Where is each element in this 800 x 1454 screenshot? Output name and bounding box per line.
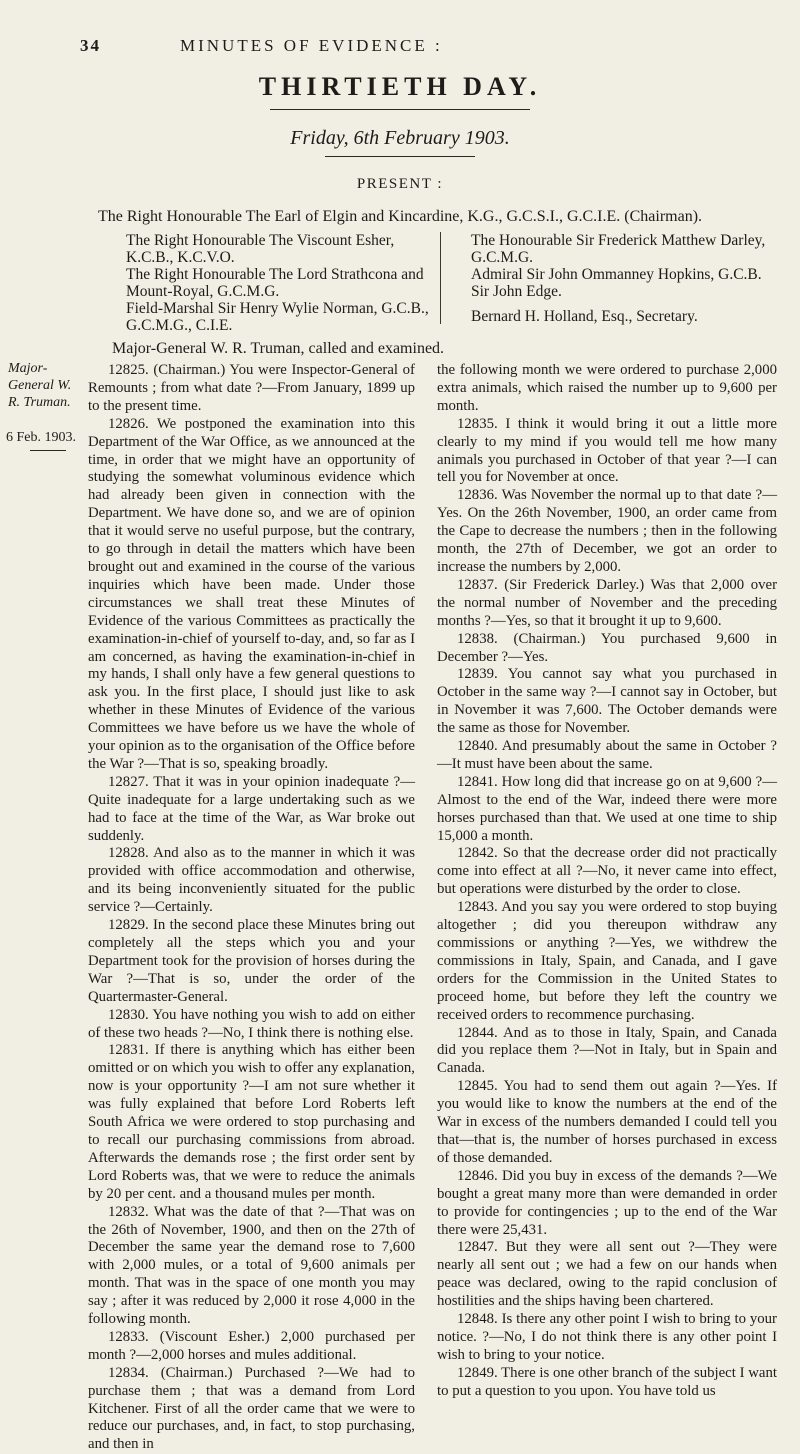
- evidence-paragraph: 12835. I think it would bring it out a little more clearly to my mind if you would tell me how many animals you purchased in October of that year ?—I can tell you for November at once.: [437, 415, 777, 486]
- member-entry: The Right Honourable The Lord Strathcona and Mount-Royal, G.C.M.G.: [126, 266, 424, 300]
- evidence-paragraph: 12840. And presumably about the same in October ?—It must have been about the same.: [437, 738, 777, 772]
- present-members-right: [457, 232, 777, 325]
- evidence-paragraph: 12843. And you say you were ordered to stop buying altogether ; did you thereupon withdraw any commissions or anything ?—Yes, we withdrew the commissions in Italy, Spain, and Canada, and I gave orders for the Commission in the United States to proceed home, but before they left the country we received orders to recommence purchasing.: [437, 899, 777, 1023]
- member-entry: The Honourable Sir Frederick Matthew Darley, G.C.M.G.: [471, 232, 766, 266]
- date-line: Friday, 6th February 1903.: [290, 127, 510, 149]
- margin-witness-note: Major-General W. R. Truman.: [8, 361, 72, 410]
- evidence-paragraph: 12827. That it was in your opinion inadequate ?—Quite inadequate for a large undertaking such as we had to face at the time of the War, as War broke out suddenly.: [88, 773, 415, 844]
- chairman-line: The Right Honourable The Earl of Elgin and Kincardine, K.G., G.C.S.I., G.C.I.E. (Chairman).: [98, 208, 703, 225]
- evidence-paragraph: 12825. (Chairman.) You were Inspector-General of Remounts ; from what date ?—From January, 1899 up to the present time.: [88, 362, 415, 414]
- evidence-column-left: [88, 362, 415, 1454]
- evidence-paragraph: 12844. And as to those in Italy, Spain, and Canada did you replace them ?—Not in Italy, but in Spain and Canada.: [437, 1024, 777, 1077]
- running-title: MINUTES OF EVIDENCE :: [180, 36, 443, 55]
- evidence-paragraph: 12832. What was the date of that ?—That was on the 26th of November, 1900, and then on the 27th of December the same year the demand rose to 7,600 with 2,000 mules, or a total of 9,600 animals per month. That was in the space of one month you may say ; after it was reduced by 2,000 it rose 4,000 in the following month.: [88, 1203, 415, 1328]
- member-entry: Sir John Edge.: [471, 283, 562, 300]
- evidence-paragraph: 12836. Was November the normal up to that date ?—Yes. On the 26th November, 1900, an order came from the Cape to decrease the numbers ; then in the following month, the 27th of December, we got an order to increase the numbers by 2,000.: [437, 487, 777, 575]
- member-entry: Field-Marshal Sir Henry Wylie Norman, G.C.B., G.C.M.G., C.I.E.: [126, 300, 429, 334]
- witness-line: Major-General W. R. Truman, called and examined.: [112, 340, 445, 357]
- evidence-paragraph: 12842. So that the decrease order did not practically come into effect at all ?—No, it never came into effect, but operations were disturbed by the order to close.: [437, 845, 777, 898]
- evidence-paragraph: 12830. You have nothing you wish to add on either of these two heads ?—No, I think there is nothing else.: [88, 1006, 415, 1041]
- evidence-paragraph: 12841. How long did that increase go on at 9,600 ?—Almost to the end of the War, indeed there were more horses purchased than that. We used at one time to ship 15,000 a month.: [437, 773, 777, 844]
- evidence-paragraph: 12848. Is there any other point I wish to bring to your notice. ?—No, I do not think there is any other point I wish to bring to your notice.: [437, 1311, 777, 1363]
- page-number: 34: [80, 36, 101, 55]
- secretary-entry: Bernard H. Holland, Esq., Secretary.: [471, 308, 698, 325]
- evidence-paragraph: 12833. (Viscount Esher.) 2,000 purchased per month ?—2,000 horses and mules additional.: [88, 1328, 415, 1363]
- date-rule: [325, 156, 475, 157]
- present-members-left: [112, 232, 430, 334]
- evidence-paragraph: 12839. You cannot say what you purchased in October in the same way ?—I cannot say in October, but in November it was 7,600. The October demands were the same as those for November.: [437, 666, 777, 737]
- evidence-paragraph: 12846. Did you buy in excess of the demands ?—We bought a great many more than were demanded in order to provide for contingencies ; up to the end of the War there were 25,431.: [437, 1167, 777, 1238]
- member-entry: Admiral Sir John Ommanney Hopkins, G.C.B.: [471, 266, 762, 283]
- evidence-paragraph: 12847. But they were all sent out ?—They were nearly all sent out ; we had a few on our hands when peace was declared, owing to the rapid conclusion of hostilities and the ships having been chartered.: [437, 1239, 777, 1310]
- evidence-column-right: [437, 362, 777, 1401]
- evidence-paragraph: 12829. In the second place these Minutes bring out completely all the steps which you and your Department took for the provision of horses during the War ?—That is so, under the order of the Quartermaster-General.: [88, 917, 415, 1005]
- column-divider: [440, 232, 441, 324]
- margin-date: 6 Feb. 1903.: [6, 430, 76, 445]
- evidence-paragraph: 12828. And also as to the manner in which it was provided with office accommodation and otherwise, and its being inconveniently situated for the public service ?—Certainly.: [88, 845, 415, 916]
- evidence-paragraph: 12838. (Chairman.) You purchased 9,600 in December ?—Yes.: [437, 630, 777, 665]
- evidence-paragraph: 12845. You had to send them out again ?—Yes. If you would like to know the numbers at the end of the War in excess of the numbers demanded I could tell you that—that is, the number of horses purchased in excess of those demanded.: [437, 1078, 777, 1166]
- margin-rule: [30, 450, 66, 451]
- title-rule: [270, 109, 530, 110]
- day-title: THIRTIETH DAY.: [258, 72, 542, 101]
- evidence-paragraph: 12826. We postponed the examination into this Department of the War Office, as we announced at the time, in order that we might have an opportunity of studying the somewhat voluminous evidence which had already been given in connection with the Department. We have done so, and we are of opinion that it would serve no useful purpose, but the contrary, to go through in detail the matters which have been brought out and examined in the course of the various inquiries which have been made. Under those circumstances we shall treat these Minutes of Evidence of the various Committees as practically the examination-in-chief of yourself to-day, and, so far as I am concerned, as having the examination-in-chief in my hands, I shall only have a few general questions to ask you. In the first place, I should just like to ask whether in these Minutes of Evidence of the various Committees we have before us we have the whole of your opinion as to the organisation of the Office before the War ?—That is so, speaking broadly.: [88, 415, 415, 772]
- present-label: PRESENT :: [356, 176, 444, 192]
- evidence-paragraph: the following month we were ordered to purchase 2,000 extra animals, which raised the number up to 9,600 per month.: [437, 362, 777, 414]
- evidence-paragraph: 12834. (Chairman.) Purchased ?—We had to purchase them ; that was a demand from Lord Kitchener. First of all the order came that we were to reduce our purchases, and, in fact, to stop purchasing, and then in: [88, 1364, 415, 1453]
- evidence-paragraph: 12849. There is one other branch of the subject I want to put a question to you upon. You have told us: [437, 1364, 777, 1399]
- evidence-paragraph: 12831. If there is anything which has either been omitted or on which you wish to offer any explanation, now is your opportunity ?—I am not sure whether it was fully explained that before Lord Roberts left South Africa we were ordered to stop purchasing and to recall our purchasing commissions from abroad. Afterwards the demands rose ; the first order sent by Lord Roberts was, that we were to reduce the animals by 20 per cent. and a thousand mules per month.: [88, 1042, 415, 1202]
- member-entry: The Right Honourable The Viscount Esher, K.C.B., K.C.V.O.: [126, 232, 395, 266]
- evidence-paragraph: 12837. (Sir Frederick Darley.) Was that 2,000 over the normal number of November and the preceding months ?—Yes, so that it brought it up to 9,600.: [437, 576, 777, 629]
